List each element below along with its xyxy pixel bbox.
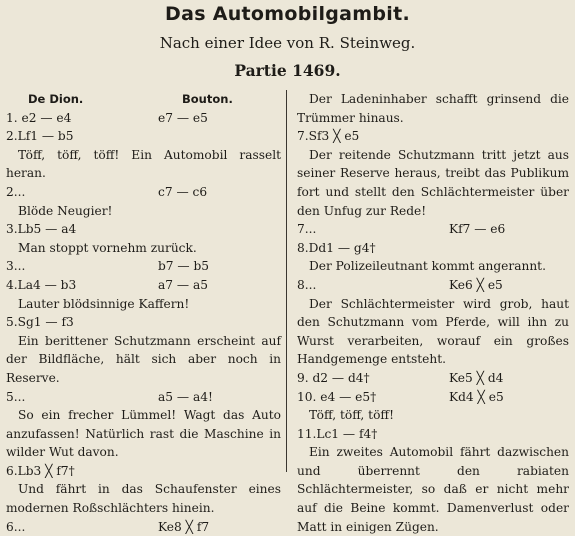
black-move: a5 — a4! bbox=[158, 389, 213, 404]
white-move: 3... bbox=[6, 259, 26, 274]
commentary: So ein frecher Lümmel! Wagt das Auto anzufassen! Natürlich rast die Maschine in wilder Wut davon. bbox=[6, 408, 281, 460]
black-move: c7 — c6 bbox=[158, 184, 208, 199]
move-row bbox=[297, 388, 569, 407]
move-row bbox=[6, 518, 281, 536]
document-subtitle: Nach einer Idee von R. Steinweg. bbox=[159, 34, 416, 52]
white-move: 11.Lc1 — f4† bbox=[297, 426, 378, 441]
move-row bbox=[6, 220, 281, 239]
move-row bbox=[297, 276, 569, 295]
white-move: 5.Sg1 — f3 bbox=[6, 315, 74, 330]
move-row bbox=[6, 183, 281, 202]
white-move: 6... bbox=[6, 519, 26, 534]
white-move: 2... bbox=[6, 184, 26, 199]
black-move: Kd4 ╳ e5 bbox=[449, 389, 504, 404]
white-move: 1. e2 — e4 bbox=[6, 110, 72, 125]
black-move: Ke5 ╳ d4 bbox=[449, 370, 504, 385]
move-row bbox=[6, 313, 281, 332]
column-divider bbox=[286, 90, 287, 472]
move-row bbox=[6, 109, 281, 128]
move-row bbox=[297, 127, 569, 146]
right-column bbox=[297, 90, 569, 536]
move-row bbox=[297, 239, 569, 258]
commentary: Man stoppt vornehm zurück. bbox=[18, 240, 197, 255]
black-move: Ke6 ╳ e5 bbox=[449, 277, 503, 292]
white-move: 9. d2 — d4† bbox=[297, 370, 370, 385]
white-move: 10. e4 — e5† bbox=[297, 389, 377, 404]
black-move: Ke8 ╳ f7 bbox=[158, 519, 210, 534]
commentary: Der Schlächtermeister wird grob, haut den Schutzmann vom Pferde, will ihn zu Wurst verarbeiten, worauf ein großes Handgemenge entsteht. bbox=[297, 296, 569, 367]
move-row bbox=[6, 257, 281, 276]
black-player: Bouton. bbox=[182, 92, 233, 106]
commentary: Ein zweites Automobil fährt dazwischen und überrennt den rabiaten Schlächtermeister, so daß er nicht mehr auf die Beine kommt. Damenverlust oder Matt in einigen Zügen. bbox=[297, 445, 569, 534]
white-move: 8... bbox=[297, 277, 317, 292]
commentary: Und fährt in das Schaufenster eines modernen Roßschlächters hinein. bbox=[6, 482, 281, 516]
white-move: 8.Dd1 — g4† bbox=[297, 240, 376, 255]
move-row bbox=[6, 127, 281, 146]
commentary: Töff, töff, töff! Ein Automobil rasselt heran. bbox=[6, 147, 281, 181]
commentary: Der Polizeileutnant kommt angerannt. bbox=[309, 259, 546, 274]
move-row bbox=[297, 425, 569, 444]
document-title: Das Automobilgambit. bbox=[165, 3, 410, 25]
move-row bbox=[297, 369, 569, 388]
white-move: 6.Lb3 ╳ f7† bbox=[6, 463, 75, 478]
black-move: a7 — a5 bbox=[158, 277, 208, 292]
commentary: Blöde Neugier! bbox=[18, 203, 113, 218]
game-number: Partie 1469. bbox=[234, 61, 341, 80]
move-row bbox=[6, 462, 281, 481]
move-row bbox=[6, 388, 281, 407]
black-move: b7 — b5 bbox=[158, 259, 210, 274]
commentary: Töff, töff, töff! bbox=[309, 408, 394, 423]
commentary: Ein berittener Schutzmann erscheint auf der Bildfläche, hält sich aber noch in Reserve. bbox=[6, 333, 281, 385]
white-move: 4.La4 — b3 bbox=[6, 277, 77, 292]
white-move: 3.Lb5 — a4 bbox=[6, 222, 77, 237]
black-move: Kf7 — e6 bbox=[449, 222, 506, 237]
left-column bbox=[6, 90, 281, 536]
move-row bbox=[6, 276, 281, 295]
player-headers bbox=[6, 90, 281, 109]
commentary: Lauter blödsinnige Kaffern! bbox=[18, 296, 190, 311]
white-move: 7.Sf3 ╳ e5 bbox=[297, 129, 360, 144]
white-move: 7... bbox=[297, 222, 317, 237]
white-move: 5... bbox=[6, 389, 26, 404]
commentary: Der reitende Schutzmann tritt jetzt aus seiner Reserve heraus, treibt das Publikum fort und stellt den Schlächtermeister über den Unfug zur Rede! bbox=[297, 147, 569, 218]
move-row bbox=[297, 220, 569, 239]
black-move: e7 — e5 bbox=[158, 110, 208, 125]
commentary: Der Ladeninhaber schafft grinsend die Trümmer hinaus. bbox=[297, 92, 569, 125]
white-player: De Dion. bbox=[28, 92, 84, 106]
white-move: 2.Lf1 — b5 bbox=[6, 129, 74, 144]
